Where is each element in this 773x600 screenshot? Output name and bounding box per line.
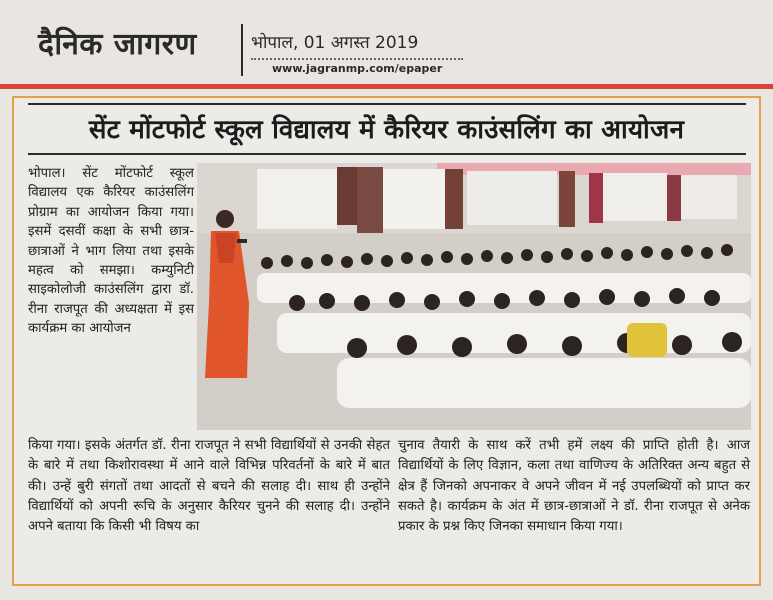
article-body-left: किया गया। इसके अंतर्गत डॉ. रीना राजपूत ने सभी विद्यार्थियों से उनकी सेहत के बारे में तथा किशोरावस्था में आने वाले विभिन्न परिवर्तनों के बारे में बात की। उन्हें बुरी संगतों तथा आदतों से बचने की सलाह दी। साथ ही उन्होंने विद्यार्थियों को अपनी रूचि के अनुसार कैरियर चुनने की सलाह दी। उन्होंने अपने बताया कि किसी भी विषय का [28,438,390,535]
headline-rule-top [28,103,746,105]
dotted-divider [251,58,463,60]
dateline: भोपाल, 01 अगस्त 2019 [251,33,419,53]
article-headline: सेंट मोंटफोर्ट स्कूल विद्यालय में कैरियर काउंसलिंग का आयोजन [88,115,685,145]
epaper-url: www.jagranmp.com/epaper [272,62,443,75]
article-body-right: चुनाव तैयारी के साथ करें तभी हमें लक्ष्य की प्राप्ति होती है। आज विद्यार्थियों के लिए विज्ञान, कला तथा वाणिज्य के अतिरिक्त अन्य बहुत से क्षेत्र हैं जिनको अपनाकर वे अपने जीवन में नई उपलब्धियों को प्राप्त कर सकते है। कार्यक्रम के अंत में छात्र-छात्राओं ने डॉ. रीना राजपूत से अनेक प्रकार के प्रश्न किए जिनका समाधान किया गया। [398,438,750,535]
newspaper-masthead [0,0,773,88]
headline-rule-bottom [28,153,746,155]
masthead-red-bar [0,84,773,89]
newspaper-logo: दैनिक जागरण [38,27,197,62]
article-photo [197,163,751,430]
masthead-divider [241,24,243,76]
article-lead-column: भोपाल। सेंट मोंटफोर्ट स्कूल विद्यालय एक कैरियर काउंसलिंग प्रोग्राम का आयोजन किया गया। इसमें दसवीं कक्षा के सभी छात्र-छात्राओं ने भाग लिया तथा इसके महत्व को समझा। कम्युनिटी साइकोलोजी काउंसलिंग द्वारा डॉ. रीना राजपूत की अध्यक्षता में इस कार्यक्रम का आयोजन [28,166,194,337]
